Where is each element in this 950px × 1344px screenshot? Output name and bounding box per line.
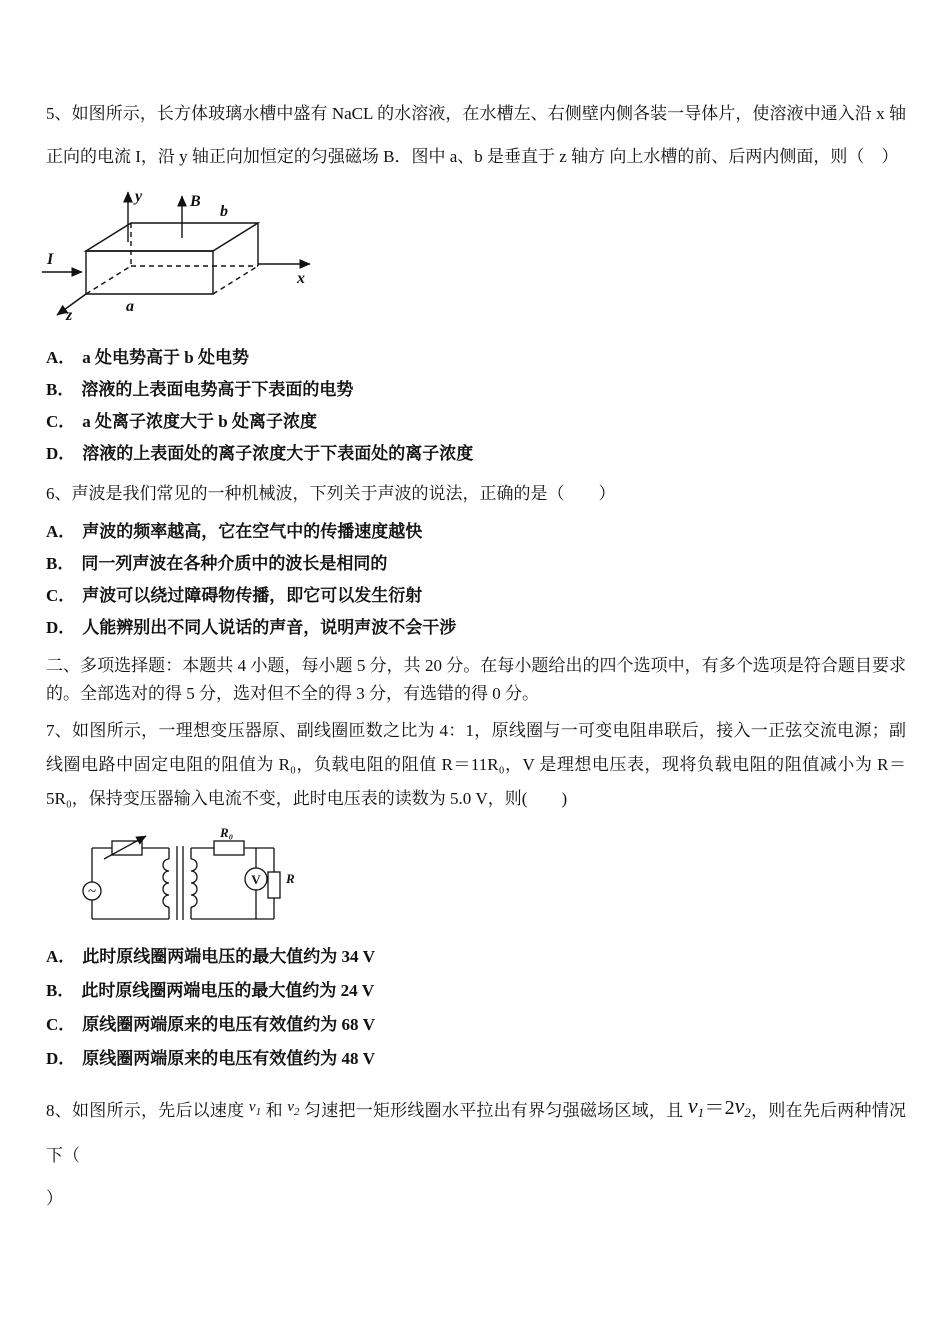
a-face-label: a	[126, 298, 134, 315]
q5-stem: 5、如图所示，长方体玻璃水槽中盛有 NaCL 的水溶液，在水槽左、右侧壁内侧各装一导体片，使溶液中通入沿 x 轴正向的电流 I，沿 y 轴正向加恒定的匀强磁场 B．图中 a、b 是垂直于 z 轴方 向上水槽的前、后两内侧面，则（ ）	[46, 104, 906, 166]
r0-resistor	[214, 841, 244, 855]
option-letter: A．	[46, 348, 76, 367]
option-letter: B．	[46, 981, 75, 1000]
option-text: 人能辨别出不同人说话的声音，说明声波不会干涉	[82, 618, 457, 637]
option-letter: B．	[46, 554, 75, 573]
q6-option-d	[46, 612, 906, 644]
primary-coil	[163, 859, 169, 907]
tank-front-face	[86, 251, 213, 294]
option-text: 此时原线圈两端电压的最大值约为 24 V	[81, 981, 375, 1000]
q7-option-b	[46, 974, 906, 1008]
option-letter: C．	[46, 1015, 76, 1034]
option-letter: D．	[46, 444, 76, 463]
q7-stem: 7、如图所示，一理想变压器原、副线圈匝数之比为 4：1，原线圈与一可变电阻串联后，接入一正弦交流电源；副线圈电路中固定电阻的阻值为 R₀，负载电阻的阻值 R＝11R₀，V 是理想电压表，现将负载电阻的阻值减小为 R＝5R₀，保持变压器输入电流不变，此时电压表的读数为 5.0 V，则( )	[46, 721, 906, 808]
q5-options	[46, 342, 906, 470]
q7-option-d	[46, 1042, 906, 1076]
current-label: I	[47, 251, 54, 268]
q5-option-c	[46, 406, 906, 438]
tank-box	[86, 223, 258, 294]
option-letter: B．	[46, 380, 75, 399]
r-label: R	[286, 871, 295, 886]
option-letter: C．	[46, 586, 76, 605]
q6-options	[46, 516, 906, 644]
tank-top-face	[86, 223, 258, 251]
q7-options	[46, 940, 906, 1076]
section-2-header: 二、多项选择题：本题共 4 小题，每小题 5 分，共 20 分。在每小题给出的四个选项中，有多个选项是符合题目要求的。全部选对的得 5 分，选对但不全的得 3 分，有选错的得 0 分。	[46, 656, 906, 703]
option-letter: A．	[46, 522, 76, 541]
option-text: 声波的频率越高，它在空气中的传播速度越快	[82, 522, 423, 541]
q5-option-a	[46, 342, 906, 374]
option-text: a 处电势高于 b 处电势	[82, 348, 249, 367]
variable-resistor	[112, 841, 142, 855]
y-axis-label: y	[135, 188, 143, 205]
q6-option-b	[46, 548, 906, 580]
option-letter: C．	[46, 412, 76, 431]
q6-stem: 6、声波是我们常见的一种机械波，下列关于声波的说法，正确的是（ ）	[46, 484, 616, 503]
q7-circuit-figure	[74, 826, 309, 932]
option-text: 原线圈两端原来的电压有效值约为 48 V	[82, 1049, 376, 1068]
q6-option-c	[46, 580, 906, 612]
option-text: a 处离子浓度大于 b 处离子浓度	[82, 412, 317, 431]
option-text: 同一列声波在各种介质中的波长是相同的	[81, 554, 388, 573]
option-text: 溶液的上表面处的离子浓度大于下表面处的离子浓度	[82, 444, 474, 463]
circuit-labels	[88, 826, 295, 900]
option-text: 此时原线圈两端电压的最大值约为 34 V	[82, 947, 376, 966]
q5-option-b	[46, 374, 906, 406]
x-axis-label: x	[297, 270, 305, 287]
q8-stem: 8、如图所示，先后以速度 v1 和 v2 匀速把一矩形线圈水平拉出有界匀强磁场区域，且 v1＝2v2，则在先后两种情况下（	[46, 1093, 907, 1165]
option-text: 原线圈两端原来的电压有效值约为 68 V	[82, 1015, 376, 1034]
b-field-label: B	[190, 193, 201, 210]
option-letter: D．	[46, 618, 76, 637]
q8-tail: ）	[46, 1189, 63, 1208]
tank-labels	[46, 188, 305, 324]
q6-option-a	[46, 516, 906, 548]
r-resistor	[268, 872, 280, 898]
option-letter: D．	[46, 1049, 76, 1068]
q5-option-d	[46, 438, 906, 470]
option-text: 溶液的上表面电势高于下表面的电势	[81, 380, 354, 399]
q7-option-a	[46, 940, 906, 974]
ac-source-label: ~	[87, 884, 97, 900]
option-letter: A．	[46, 947, 76, 966]
tank-hidden-edges	[86, 223, 258, 294]
b-face-label: b	[220, 203, 228, 220]
tank-axes	[42, 192, 310, 315]
r0-label: R₀	[220, 826, 234, 840]
q7-option-c	[46, 1008, 906, 1042]
voltmeter-label: V	[251, 872, 261, 887]
q5-tank-figure	[40, 184, 340, 334]
secondary-coil	[191, 859, 197, 907]
z-axis-label: z	[66, 307, 73, 324]
option-text: 声波可以绕过障碍物传播，即它可以发生衍射	[82, 586, 423, 605]
